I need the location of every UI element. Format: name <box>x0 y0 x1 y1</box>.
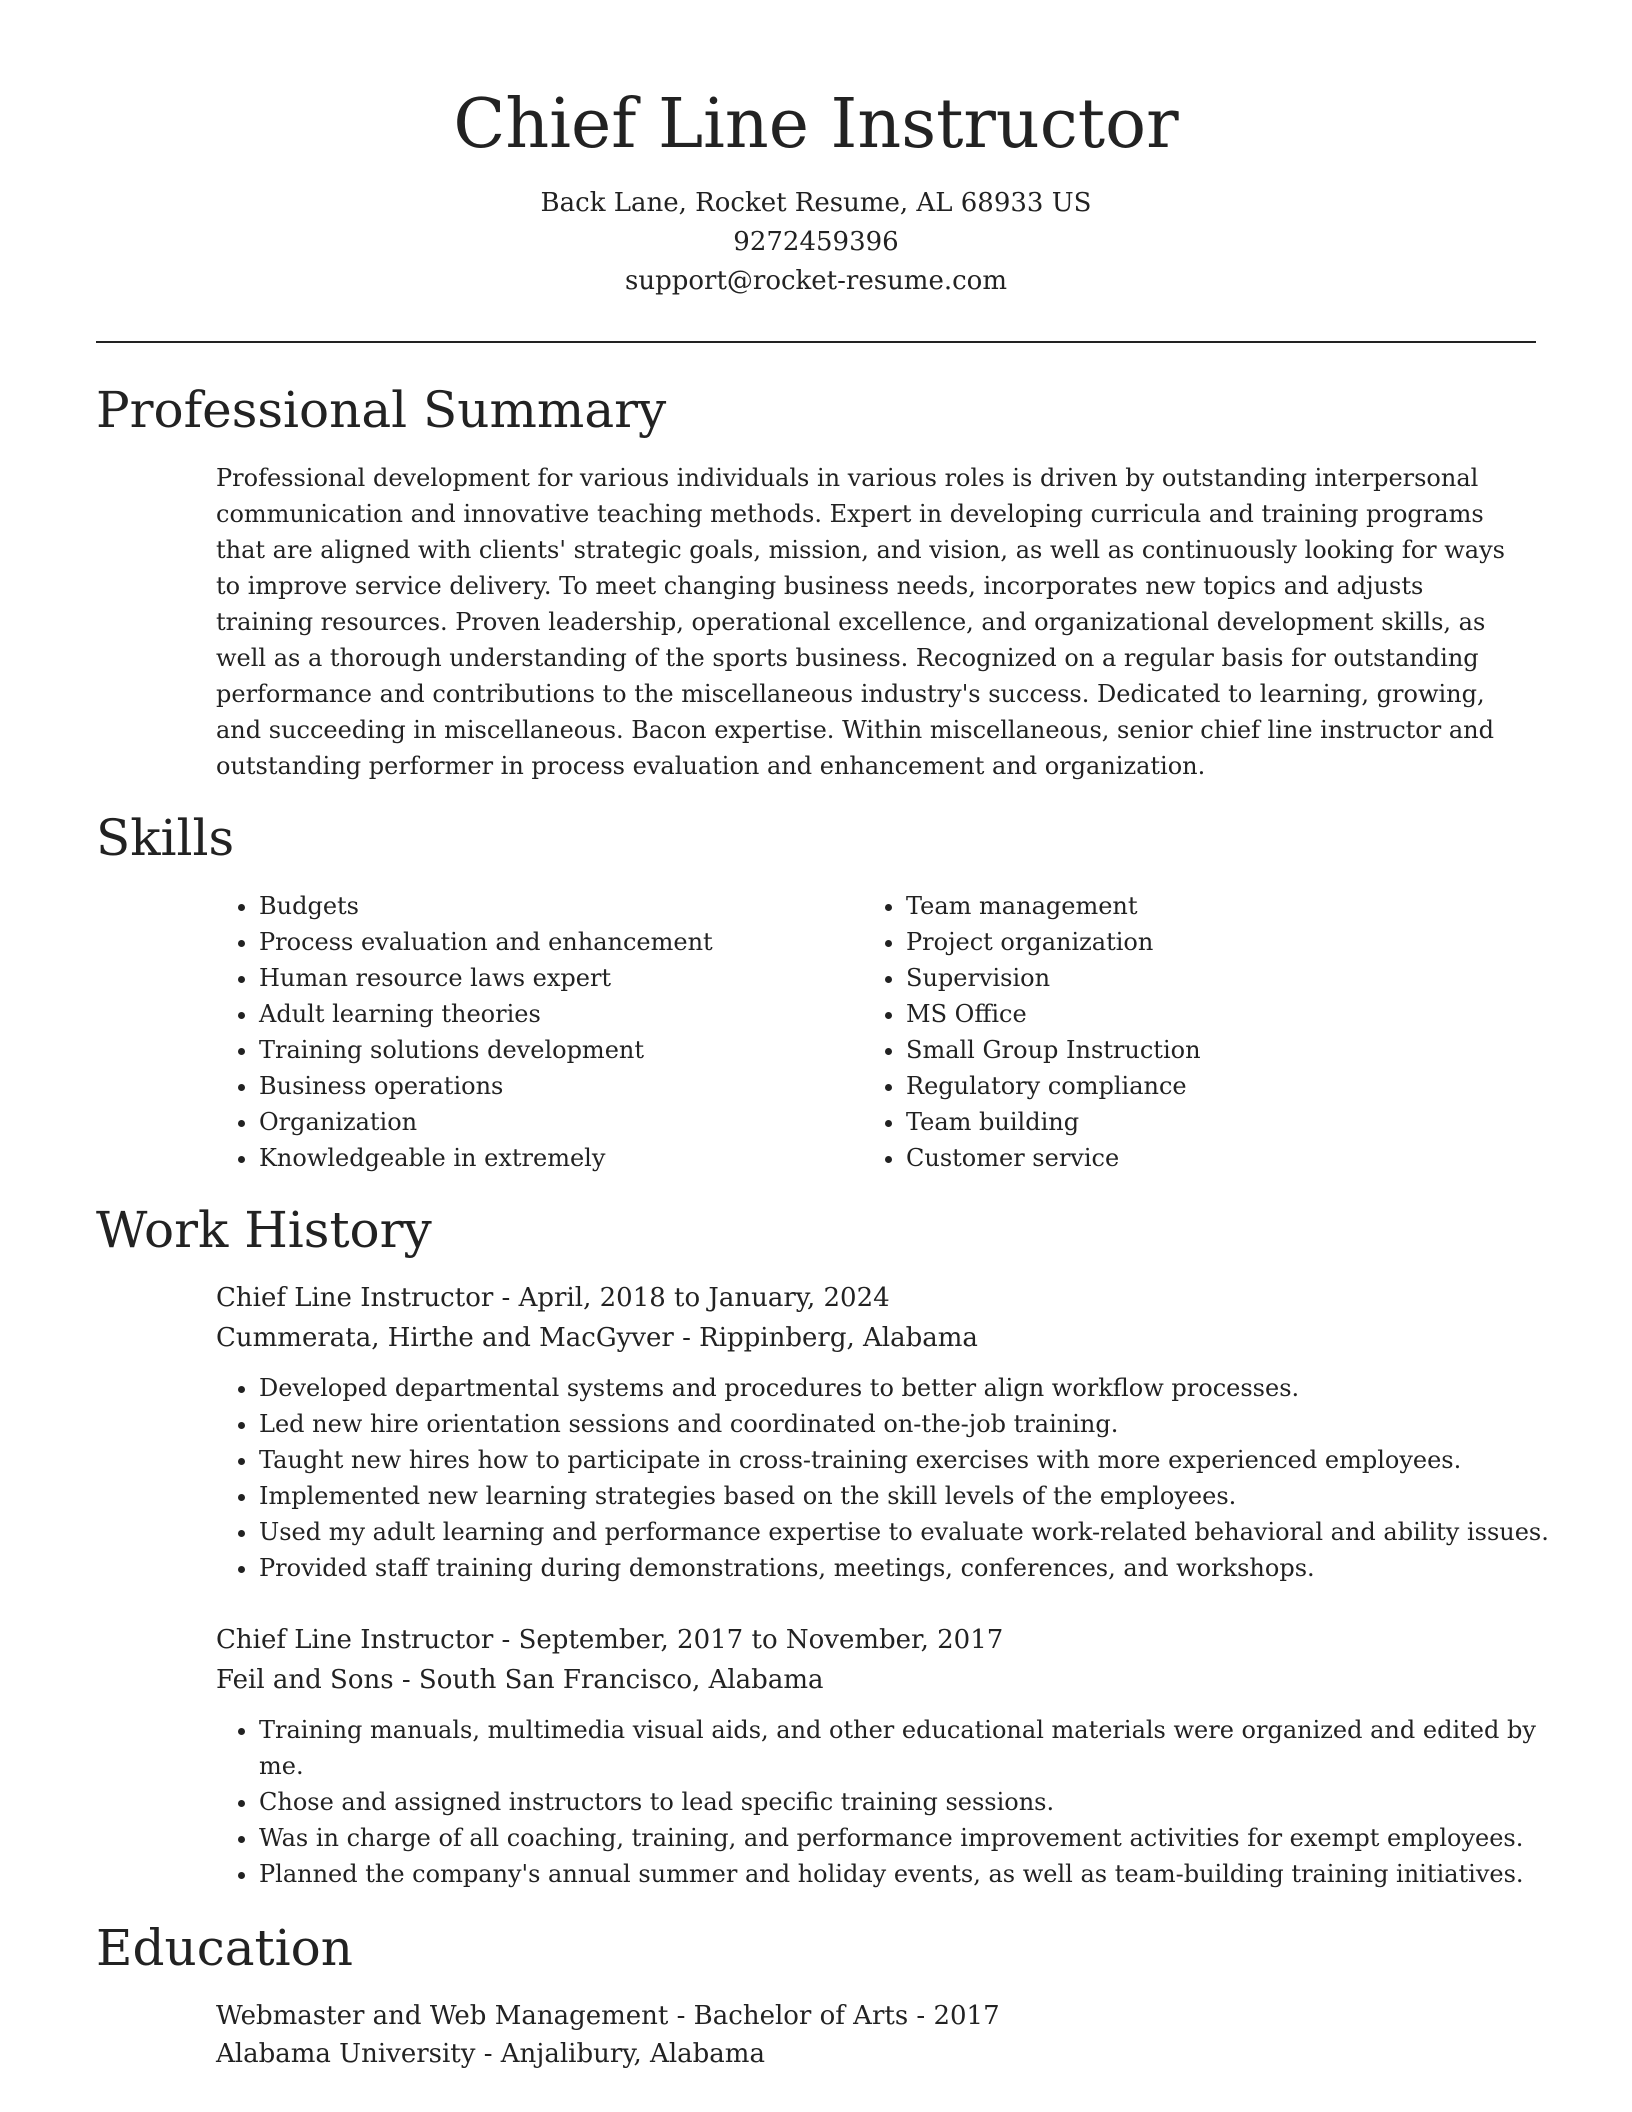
job-title-line <box>216 1620 1003 1660</box>
job-location: - Rippinberg, Alabama <box>673 1323 978 1353</box>
job-duty: • Planned the company's annual summer and holiday events, as well as team-building training initiatives. <box>259 1856 1559 1892</box>
job-duty: • Used my adult learning and performance expertise to evaluate work-related behavioral and ability issues. <box>259 1514 1579 1550</box>
skill-item: • Project organization <box>906 924 1546 960</box>
resume-header <box>96 80 1536 301</box>
job-duty: • Implemented new learning strategies based on the skill levels of the employees. <box>259 1478 1579 1514</box>
skill-item: • Customer service <box>906 1140 1546 1176</box>
skill-item: • Small Group Instruction <box>906 1032 1546 1068</box>
summary-text: Professional development for various individuals in various roles is driven by outstanding interpersonal communication and innovative teaching methods. Expert in developing curricula and training programs that are aligned with clients' strategic goals, mission, and vision, as well as continuously looking for ways to improve service delivery. To meet changing business needs, incorporates new topics and adjusts training resources. Proven leadership, operational excellence, and organizational development skills, as well as a thorough understanding of the sports business. Recognized on a regular basis for outstanding performance and contributions to the miscellaneous industry's success. Dedicated to learning, growing, and succeeding in miscellaneous. Bacon expertise. Within miscellaneous, senior chief line instructor and outstanding performer in process evaluation and enhancement and organization. <box>216 464 1505 780</box>
job-duty: • Was in charge of all coaching, training, and performance improvement activities for exempt employees. <box>259 1820 1559 1856</box>
job-duty: • Developed departmental systems and procedures to better align workflow processes. <box>259 1370 1579 1406</box>
job-company-line <box>216 1660 824 1700</box>
job-location: - South San Francisco, Alabama <box>393 1665 824 1695</box>
school-location: - Anjalibury, Alabama <box>475 2039 765 2069</box>
summary-heading: Professional Summary <box>96 381 667 439</box>
address: Back Lane, Rocket Resume, AL 68933 US <box>540 188 1092 218</box>
job-company: Cummerata, Hirthe and MacGyver <box>216 1323 674 1353</box>
skill-item: • Process evaluation and enhancement <box>259 924 859 960</box>
skill-item: • Supervision <box>906 960 1546 996</box>
skill-item: • Training solutions development <box>259 1032 859 1068</box>
education-heading: Education <box>96 1919 353 1977</box>
skill-item: • Knowledgeable in extremely <box>259 1140 859 1176</box>
header-divider <box>96 341 1536 343</box>
skill-item: • Human resource laws expert <box>259 960 859 996</box>
job-title-line <box>216 1278 890 1318</box>
job-company: Feil and Sons <box>216 1665 394 1695</box>
job-duty: • Chose and assigned instructors to lead specific training sessions. <box>259 1784 1559 1820</box>
email: support@rocket-resume.com <box>624 266 1007 296</box>
job-duty: • Provided staff training during demonstrations, meetings, conferences, and workshops. <box>259 1550 1579 1586</box>
skill-item: • Regulatory compliance <box>906 1068 1546 1104</box>
degree-line: Webmaster and Web Management - Bachelor of Arts - 2017 <box>216 2001 1000 2031</box>
job-duty: • Taught new hires how to participate in cross-training exercises with more experienced employees. <box>259 1442 1579 1478</box>
candidate-name: Chief Line Instructor <box>453 85 1179 164</box>
skill-item: • Budgets <box>259 888 859 924</box>
skill-item: • Team building <box>906 1104 1546 1140</box>
school-line <box>216 2034 765 2074</box>
job-dates: - September, 2017 to November, 2017 <box>493 1625 1004 1655</box>
skills-list-left <box>215 888 859 1176</box>
job-duties-list <box>215 1370 1579 1586</box>
skill-item: • Adult learning theories <box>259 996 859 1032</box>
job-title: Chief Line Instructor <box>216 1283 494 1313</box>
skills-list-right <box>862 888 1546 1176</box>
skill-item: • Business operations <box>259 1068 859 1104</box>
skill-item: • Team management <box>906 888 1546 924</box>
job-duty: • Led new hire orientation sessions and coordinated on-the-job training. <box>259 1406 1579 1442</box>
skill-item: • Organization <box>259 1104 859 1140</box>
job-title: Chief Line Instructor <box>216 1625 494 1655</box>
job-duties-list <box>215 1712 1559 1892</box>
phone: 9272459396 <box>733 227 899 257</box>
skill-item: • MS Office <box>906 996 1546 1032</box>
work-history-heading: Work History <box>96 1201 432 1259</box>
school-name: Alabama University <box>216 2039 476 2069</box>
job-duty: • Training manuals, multimedia visual aids, and other educational materials were organized and edited by me. <box>259 1712 1559 1784</box>
job-dates: - April, 2018 to January, 2024 <box>493 1283 890 1313</box>
job-company-line <box>216 1318 978 1358</box>
skills-heading: Skills <box>96 809 235 867</box>
